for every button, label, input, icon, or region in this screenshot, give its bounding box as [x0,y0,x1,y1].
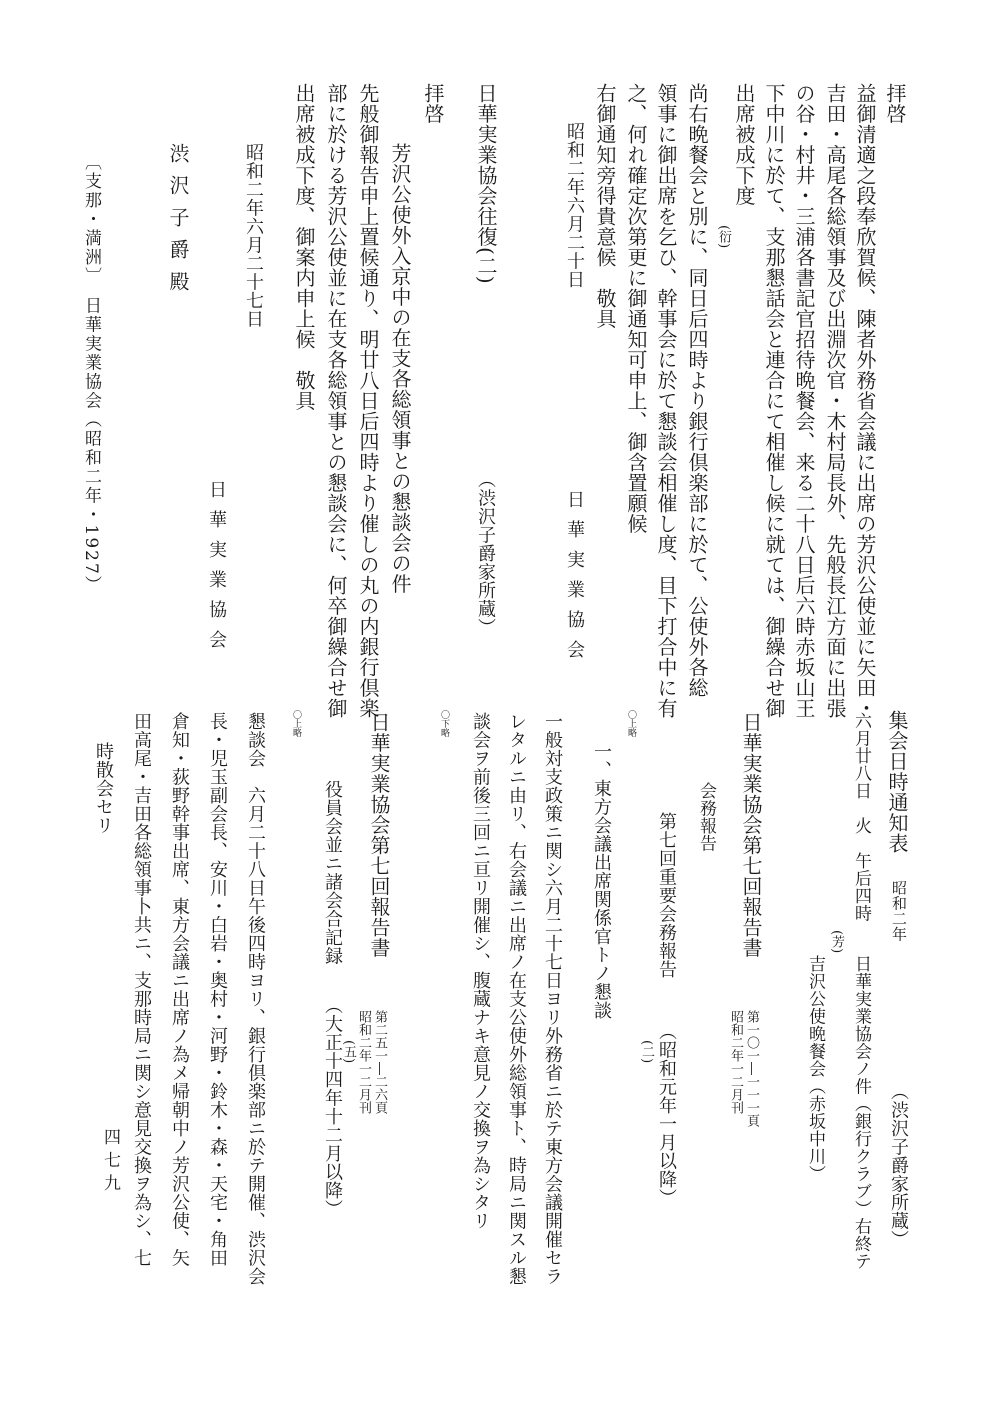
report-title: 第七回重要会務報告 [656,812,677,979]
omission-mark: 〇上略 [626,710,636,737]
letter-line: 出席被成下度、御案内申上候 敬具 [292,83,316,411]
entry-date: 六月廿八日 火 午后四時 [851,712,871,922]
letter-line: 之、何れ確定次第更に御通知可申上、御含置願候 [624,83,648,534]
letter-line: の谷・村井・三浦各書記官招待晩餐会、来る二十八日后六時赤坂山王 [792,83,816,719]
body-line: 一般対支政策ニ関シ六月二十七日ヨリ外務省ニ於テ東方会議開催セラ [542,712,563,1286]
body-line: レタルニ由リ、右会議ニ出席ノ在支公使外総領事ト、時局ニ関スル懇 [506,712,527,1286]
body-line: 談会ヲ前後三回ニ亘リ開催シ、腹蔵ナキ意見ノ交換ヲ為シタリ [470,712,491,1230]
page-range: 第一〇一―一一一頁 [744,1010,759,1127]
report-title: 役員会並ニ諸会合記録 [322,780,343,965]
report-number: (二) [639,1040,654,1064]
letter-salutation: 拝啓 [883,83,907,124]
report-period: （大正十四年十二月以降） [322,996,343,1218]
omission-mark: 〇下略 [439,710,449,737]
body-line: 時散会セリ [93,742,114,835]
year-label: 昭和二年 [890,880,908,942]
page-number: 四七九 [100,1128,120,1197]
section-title: 集会日時通知表 [885,710,909,854]
letter-line: 尚右晩餐会と別に、同日后四時より銀行倶楽部に於て、公使外各総 [685,83,709,698]
margin-caption: 〔支那・満洲〕 日華実業協会（昭和二年・1927） [81,153,101,595]
letter-recipient: 渋沢子爵殿 [166,143,190,303]
letter-line: 先般御報告申上置候通り、明廿八日后四時より催しの丸の内銀行倶楽 [356,83,380,719]
report-period: （昭和元年一月以降） [656,1022,677,1207]
ruby-annotation: (衍) [716,225,731,249]
omission-mark: 〇上略 [291,710,301,737]
body-line: 懇談会 六月二十八日午後四時ヨリ、銀行倶楽部ニ於テ開催、渋沢会 [245,712,266,1286]
letter-line: 右御通知旁得貴意候 敬具 [593,83,617,329]
letter-line: 下中川に於て、支那懇話会と連合にて相催し候に就ては、御繰合せ御 [762,83,786,719]
letter-date: 昭和二年六月二十日 [564,122,585,289]
page-range: 第二五一―二六頁 [372,1010,387,1114]
letter-sender: 日華実業協会 [564,490,585,670]
letter-line: 出席被成下度 [732,83,756,206]
letter-subject: 芳沢公使外入京中の在支各総領事との懇談会の件 [388,143,412,594]
body-line: 倉知・荻野幹事出席、東方会議ニ出席ノ為メ帰朝中ノ芳沢公使、矢 [169,712,190,1267]
source-note: （渋沢子爵家所蔵） [475,470,496,637]
section-subtitle: 会務報告 [696,782,716,852]
publication-date: 昭和二年一二月刊 [728,1010,743,1114]
letter-line: 領事に御出席を乞ひ、幹事会に於て懇談会相催し度、目下打合中に有 [654,83,678,719]
entry-line: 吉沢公使晩餐会（赤坂中川） [805,955,825,1183]
ruby-annotation: (芳) [829,930,844,954]
publication-date: 昭和二年一二月刊 [356,1010,371,1114]
report-number: (五) [341,1040,356,1064]
section-title: 日華実業協会第七回報告書 [739,712,763,958]
section-title: 日華実業協会往復(二) [474,83,498,285]
section-title: 日華実業協会第七回報告書 [367,712,391,958]
letter-date: 昭和二年六月二十七日 [243,143,264,328]
item-heading: 一、東方会議出席関係官トノ懇談 [591,742,612,1020]
letter-line: 部に於ける芳沢公使並に在支各総領事との懇談会に、何卒御繰合せ御 [324,83,348,719]
source-note: （渋沢子爵家所蔵） [888,1082,909,1249]
letter-salutation: 拝啓 [421,83,445,124]
body-line: 田高尾・吉田各総領事卜共ニ、支那時局ニ関シ意見交換ヲ為シ、七 [131,712,152,1267]
letter-line: 益御清適之段奉欣賀候、陳者外務省会議に出席の芳沢公使並に矢田・ [853,83,877,719]
letter-line: 吉田・高尾各総領事及び出淵次官・木村局長外、先般長江方面に出張 [823,83,847,719]
letter-sender: 日華実業協会 [206,480,227,660]
body-line: 長・児玉副会長、安川・白岩・奥村・河野・鈴木・森・天宅・角田 [207,712,228,1267]
entry-line: 日華実業協会ノ件（銀行クラブ）右終テ [851,955,871,1270]
